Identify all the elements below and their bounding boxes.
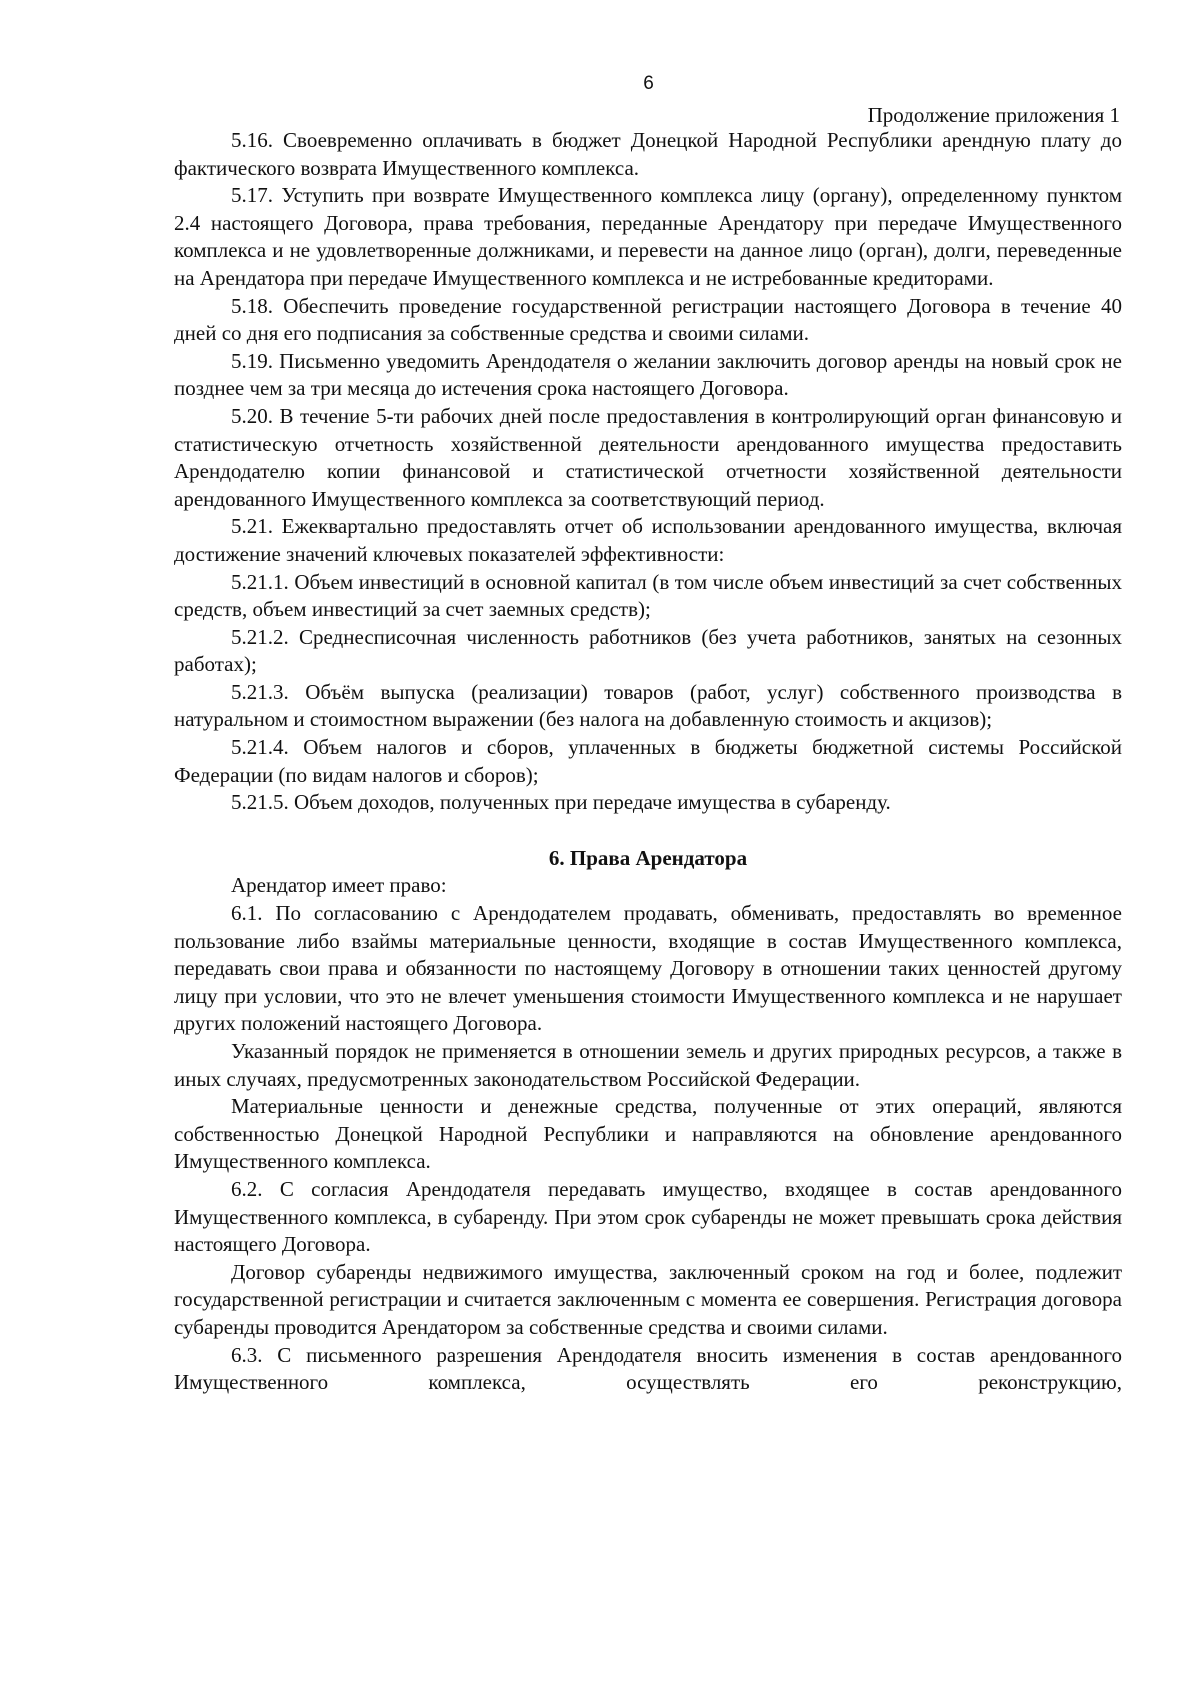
clause-6-2: 6.2. С согласия Арендодателя передавать имущество, входящее в состав арендованного Имущественного комплекса, в субаренду. При этом срок субаренды не может превышать срока действия настоящего Договора. <box>174 1176 1122 1257</box>
clause-6-1-paragraph-2: Указанный порядок не применяется в отношении земель и других природных ресурсов, а также в иных случаях, предусмотренных законодательством Российской Федерации. <box>174 1039 1122 1091</box>
clause-5-19: 5.19. Письменно уведомить Арендодателя о желании заключить договор аренды на новый срок не позднее чем за три месяца до истечения срока настоящего Договора. <box>174 348 1122 401</box>
clause-5-21-1: 5.21.1. Объем инвестиций в основной капитал (в том числе объем инвестиций за счет собственных средств, объем инвестиций за счет заемных средств); <box>174 569 1122 622</box>
section-6-title: 6. Права Арендатора <box>548 845 748 870</box>
clause-5-18: 5.18. Обеспечить проведение государственной регистрации настоящего Договора в течение 40 дней со дня его подписания за собственные средства и своими силами. <box>174 293 1122 346</box>
clause-5-17: 5.17. Уступить при возврате Имущественного комплекса лицу (органу), определенному пунктом 2.4 настоящего Договора, права требования, переданные Арендатору при передаче Имущественного комплекса и не удовлетворенные должниками, и перевести на данное лицо (орган), долги, переведенные на Арендатора при передаче Имущественного комплекса и не истребованные кредиторами. <box>174 183 1122 290</box>
clause-5-21: 5.21. Ежеквартально предоставлять отчет об использовании арендованного имущества, включая достижение значений ключевых показателей эффективности: <box>174 514 1122 566</box>
clause-6-2-paragraph-2: Договор субаренды недвижимого имущества, заключенный сроком на год и более, подлежит государственной регистрации и считается заключенным с момента ее совершения. Регистрация договора субаренды проводится Арендатором за собственные средства и своими силами. <box>174 1259 1122 1339</box>
clause-5-20: 5.20. В течение 5-ти рабочих дней после предоставления в контролирующий орган финансовую и статистическую отчетность хозяйственной деятельности арендованного имущества предоставить Арендодателю копии финансовой и статистической отчетности хозяйственной деятельности арендованного Имущественного комплекса за соответствующий период. <box>174 403 1122 511</box>
clause-6-1-paragraph-3: Материальные ценности и денежные средства, полученные от этих операций, являются собственностью Донецкой Народной Республики и направляются на обновление арендованного Имущественного комплекса. <box>174 1094 1122 1174</box>
clause-5-16: 5.16. Своевременно оплачивать в бюджет Донецкой Народной Республики арендную плату до фактического возврата Имущественного комплекса. <box>174 128 1122 180</box>
document-body <box>174 127 1122 1397</box>
section-6-intro: Арендатор имеет право: <box>231 873 447 898</box>
clause-5-21-5: 5.21.5. Объем доходов, полученных при передаче имущества в субаренду. <box>231 790 891 815</box>
clause-6-3: 6.3. С письменного разрешения Арендодателя вносить изменения в состав арендованного Имущественного комплекса, осуществлять его реконструкцию, <box>174 1342 1122 1395</box>
page-number: 6 <box>643 73 654 94</box>
clause-5-21-4: 5.21.4. Объем налогов и сборов, уплаченных в бюджеты бюджетной системы Российской Федерации (по видам налогов и сборов); <box>174 735 1122 787</box>
appendix-continuation-label: Продолжение приложения 1 <box>867 103 1120 127</box>
clause-6-1: 6.1. По согласованию с Арендодателем продавать, обменивать, предоставлять во временное пользование либо взаймы материальные ценности, входящие в состав Имущественного комплекса, передавать свои права и обязанности по настоящему Договору в отношении таких ценностей другому лицу при условии, что это не влечет уменьшения стоимости Имущественного комплекса и не нарушает других положений настоящего Договора. <box>174 901 1122 1036</box>
clause-5-21-3: 5.21.3. Объём выпуска (реализации) товаров (работ, услуг) собственного производства в натуральном и стоимостном выражении (без налога на добавленную стоимость и акцизов); <box>174 679 1122 732</box>
clause-5-21-2: 5.21.2. Среднесписочная численность работников (без учета работников, занятых на сезонных работах); <box>174 624 1122 677</box>
